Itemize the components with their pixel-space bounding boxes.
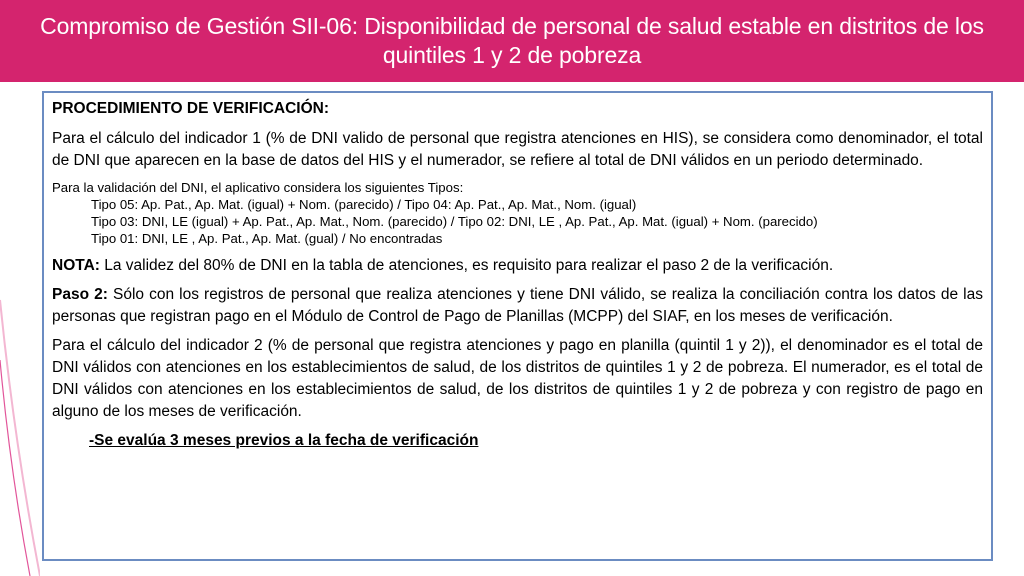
paso-2-label: Paso 2: [52,286,108,303]
section-heading: PROCEDIMIENTO DE VERIFICACIÓN: [52,100,330,117]
evaluation-period-note: -Se evalúa 3 meses previos a la fecha de verificación [89,432,479,449]
dni-validation-block [52,179,983,247]
decorative-curve [0,0,40,576]
paso-2-text: Sólo con los registros de personal que realiza atenciones y tiene DNI válido, se realiza la conciliación contra los datos de las personas que registran pago en el Módulo de Control de Pago de Planillas (MCPP) del SIAF, en los meses de verificación. [52,286,983,325]
page-title-line-2: quintiles 1 y 2 de pobreza [382,42,642,68]
validation-intro: Para la validación del DNI, el aplicativo considera los siguientes Tipos: [52,180,464,195]
indicator-1-paragraph: Para el cálculo del indicador 1 (% de DNI valido de personal que registra atenciones en HIS), se considera como denominador, el total de DNI que aparecen en la base de datos del HIS y el numerador, se refiere al total de DNI válidos en un periodo determinado. [52,130,983,169]
title-banner [0,0,1024,82]
paso-2-paragraph [52,284,983,328]
validation-type-item: Tipo 05: Ap. Pat., Ap. Mat. (igual) + Nom. (parecido) / Tipo 04: Ap. Pat., Ap. Mat., Nom. (igual) [91,197,637,212]
nota-text: La validez del 80% de DNI en la tabla de atenciones, es requisito para realizar el paso 2 de la verificación. [99,257,834,274]
verification-procedure-box [42,91,993,561]
indicator-2-paragraph: Para el cálculo del indicador 2 (% de personal que registra atenciones y pago en planilla (quintil 1 y 2)), el denominador es el total de DNI válidos con atenciones en los establecimientos de salud, de los distritos de quintiles 1 y 2 de pobreza. El numerador, es el total de DNI válidos con atenciones en los establecimientos de salud, de los distritos de quintiles 1 y 2 de pobreza y con registro de pago en alguno de los meses de verificación. [52,337,983,420]
validation-type-item: Tipo 01: DNI, LE , Ap. Pat., Ap. Mat. (gual) / No encontradas [91,231,443,246]
nota-label: NOTA: [52,257,100,274]
page-title-line-1: Compromiso de Gestión SII-06: Disponibilidad de personal de salud estable en distritos de los [40,13,984,39]
nota-paragraph [52,255,983,277]
validation-type-item: Tipo 03: DNI, LE (igual) + Ap. Pat., Ap. Mat., Nom. (parecido) / Tipo 02: DNI, LE , Ap. Pat., Ap. Mat. (igual) + Nom. (parecido) [91,214,818,229]
